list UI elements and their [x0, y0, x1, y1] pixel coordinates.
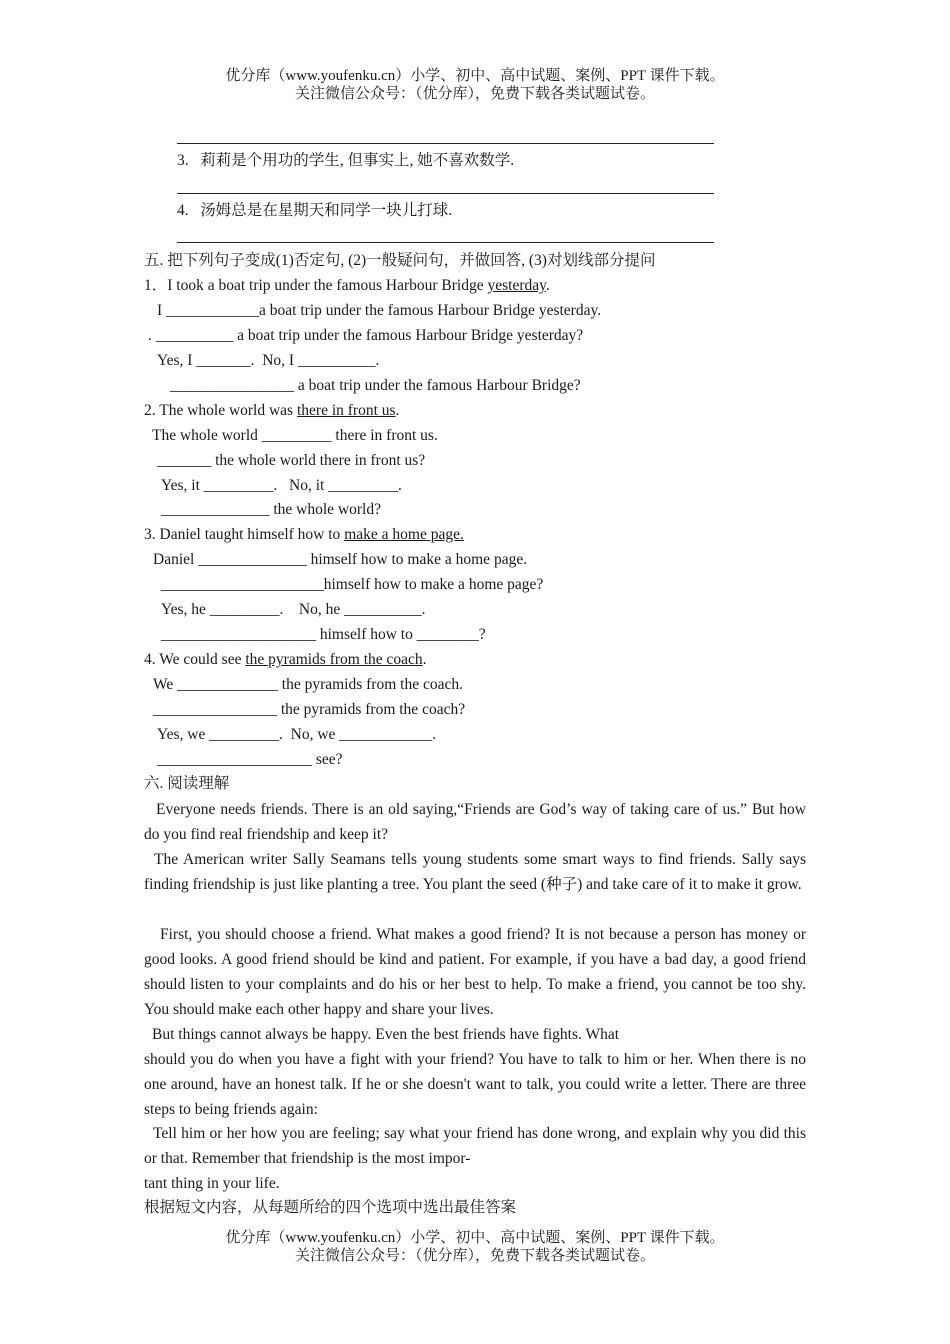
question-1-negative: I ____________a boat trip under the famous Harbour Bridge yesterday.	[157, 302, 602, 319]
question-2-negative: The whole world _________ there in front us.	[152, 427, 438, 444]
footer-line-2: 关注微信公众号：（优分库），免费下载各类试题试卷。	[294, 1248, 655, 1264]
question-1-general-question: . __________ a boat trip under the famous Harbour Bridge yesterday?	[148, 327, 584, 344]
question-3-text: 3. Daniel taught himself how to	[144, 526, 345, 543]
translation-item-4: 4. 汤姆总是在星期天和同学一块儿打球.	[177, 202, 453, 219]
question-2-special-question: ______________ the whole world?	[161, 501, 381, 518]
page-header	[0, 67, 950, 103]
question-4-text: 4. We could see	[144, 651, 246, 668]
reading-paragraph-1: Everyone needs friends. There is an old saying,“Friends are God’s way of taking care of us.” But how do you find real friendship and keep it?	[144, 801, 806, 843]
question-3-special-question: ____________________ himself how to ________?	[161, 626, 486, 643]
question-2-suffix: .	[395, 402, 400, 419]
answer-line	[177, 193, 714, 194]
question-2-general-question: _______ the whole world there in front us?	[157, 452, 426, 469]
question-1-answers: Yes, I _______. No, I __________.	[157, 352, 380, 369]
question-3-underlined: make a home page.	[344, 526, 464, 543]
question-1-text: 1．I took a boat trip under the famous Harbour Bridge	[144, 277, 488, 294]
reading-paragraph-5: Tell him or her how you are feeling; say what your friend has done wrong, and explain why you did this or that. Remember that friendship is the most impor-	[144, 1125, 806, 1167]
footer-line-1: 优分库（www.youfenku.cn）小学、初中、高中试题、案例、PPT 课件下载。	[225, 1230, 725, 1246]
question-4-special-question: ____________________ see?	[157, 751, 343, 768]
section-6-title: 六. 阅读理解	[144, 775, 230, 792]
section-5-title: 五. 把下列句子变成(1)否定句, (2)一般疑问句，并做回答, (3)对划线部分提问	[144, 252, 656, 269]
question-2-underlined: there in front us	[296, 402, 396, 419]
question-4-answers: Yes, we _________. No, we ____________.	[157, 726, 437, 743]
question-1-special-question: ________________ a boat trip under the famous Harbour Bridge?	[170, 377, 581, 394]
question-2	[144, 400, 399, 422]
header-line-2: 关注微信公众号：（优分库），免费下载各类试题试卷。	[294, 86, 655, 102]
question-3-negative: Daniel ______________ himself how to make a home page.	[153, 551, 528, 568]
question-3	[144, 524, 464, 546]
reading-paragraph-3: First, you should choose a friend. What makes a good friend? It is not because a person has money or good looks. A good friend should be kind and patient. For example, if you have a bad day, a good friend should listen to your complaints and do his or her best to help. To make a friend, you cannot be too shy. You should make each other happy and share your lives.	[144, 926, 806, 1018]
question-2-text: 2. The whole world was	[144, 402, 297, 419]
reading-instruction: 根据短文内容，从每题所给的四个选项中选出最佳答案	[144, 1199, 517, 1216]
question-4-general-question: ________________ the pyramids from the coach?	[153, 701, 466, 718]
question-3-answers: Yes, he _________. No, he __________.	[161, 601, 426, 618]
question-4-suffix: .	[422, 651, 427, 668]
reading-paragraph-2: The American writer Sally Seamans tells young students some smart ways to find friends. Sally says finding friendship is just like planting a tree. You plant the seed (种子) and take care of it to make it grow.	[144, 851, 806, 893]
question-1-underlined: yesterday	[487, 277, 546, 294]
page-footer	[0, 1229, 950, 1265]
answer-line	[177, 143, 714, 144]
answer-line	[177, 242, 714, 243]
reading-paragraph-4-line-1: But things cannot always be happy. Even the best friends have fights. What	[152, 1026, 620, 1043]
question-3-general-question: _____________________himself how to make a home page?	[161, 576, 544, 593]
question-4-underlined: the pyramids from the coach	[245, 651, 423, 668]
reading-paragraph-4: should you do when you have a fight with your friend? You have to talk to him or her. When there is no one around, have an honest talk. If he or she doesn't want to talk, you could write a letter. There are three steps to being friends again:	[144, 1051, 806, 1118]
translation-item-3: 3. 莉莉是个用功的学生, 但事实上, 她不喜欢数学.	[177, 152, 515, 169]
question-1	[144, 275, 550, 297]
question-4	[144, 649, 427, 671]
header-line-1: 优分库（www.youfenku.cn）小学、初中、高中试题、案例、PPT 课件下载。	[225, 68, 725, 84]
question-1-suffix: .	[545, 277, 550, 294]
question-2-answers: Yes, it _________. No, it _________.	[161, 477, 402, 494]
question-4-negative: We _____________ the pyramids from the coach.	[153, 676, 463, 693]
reading-paragraph-5-end: tant thing in your life.	[144, 1175, 280, 1192]
